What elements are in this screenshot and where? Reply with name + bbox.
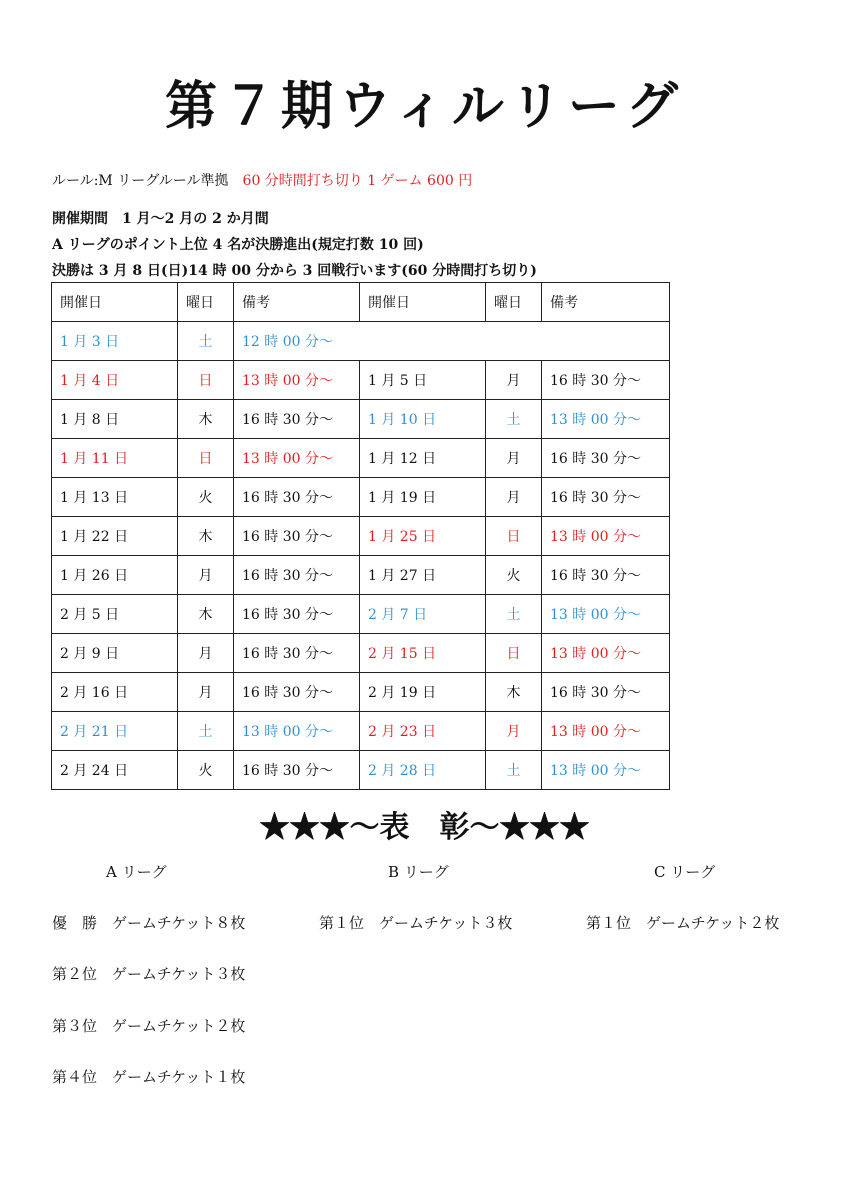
b-league-prize-1: 第１位 ゲームチケット３枚 — [319, 914, 513, 932]
cell-day: 日 — [178, 361, 234, 400]
cell-note: 13 時 00 分〜 — [542, 634, 670, 673]
info-final: 決勝は 3 月 8 日(日)14 時 00 分から 3 回戦行います(60 分時間打ち切り) — [52, 263, 537, 279]
table-row — [52, 400, 670, 439]
a-league-prize-1: 優 勝 ゲームチケット８枚 — [52, 914, 246, 932]
cell-day: 木 — [178, 400, 234, 439]
cell-date: 1 月 25 日 — [360, 517, 486, 556]
table-row — [52, 517, 670, 556]
cell-note: 16 時 30 分〜 — [542, 439, 670, 478]
cell-day: 日 — [486, 517, 542, 556]
cell-date: 1 月 22 日 — [52, 517, 178, 556]
table-row — [52, 478, 670, 517]
cell-note: 13 時 00 分〜 — [234, 712, 360, 751]
cell-day: 土 — [178, 712, 234, 751]
cell-note: 16 時 30 分〜 — [234, 517, 360, 556]
info-period: 開催期間 1 月〜2 月の 2 か月間 — [52, 211, 269, 227]
cell-note: 13 時 00 分〜 — [542, 751, 670, 790]
cell-date: 2 月 21 日 — [52, 712, 178, 751]
awards-heading: ★★★〜表 彰〜★★★ — [259, 810, 590, 845]
table-row — [52, 322, 670, 361]
cell-date: 1 月 13 日 — [52, 478, 178, 517]
cell-date: 1 月 3 日 — [52, 322, 178, 361]
cell-date: 1 月 12 日 — [360, 439, 486, 478]
cell-date: 2 月 28 日 — [360, 751, 486, 790]
cell-date: 1 月 8 日 — [52, 400, 178, 439]
cell-date: 2 月 7 日 — [360, 595, 486, 634]
cell-note: 16 時 30 分〜 — [542, 556, 670, 595]
cell-note: 16 時 30 分〜 — [542, 361, 670, 400]
a-league-prize-2: 第２位 ゲームチケット３枚 — [52, 965, 246, 983]
a-league-prize-3: 第３位 ゲームチケット２枚 — [52, 1017, 246, 1035]
cell-date: 2 月 5 日 — [52, 595, 178, 634]
cell-day: 木 — [178, 595, 234, 634]
cell-note: 13 時 00 分〜 — [234, 439, 360, 478]
table-row — [52, 595, 670, 634]
cell-day: 月 — [178, 556, 234, 595]
cell-day: 月 — [178, 634, 234, 673]
cell-day: 月 — [486, 361, 542, 400]
cell-date: 2 月 15 日 — [360, 634, 486, 673]
cell-day: 月 — [486, 478, 542, 517]
cell-note: 16 時 30 分〜 — [542, 478, 670, 517]
cell-note: 13 時 00 分〜 — [542, 712, 670, 751]
cell-note: 13 時 00 分〜 — [542, 595, 670, 634]
cell-date: 2 月 19 日 — [360, 673, 486, 712]
info-qualify: A リーグのポイント上位 4 名が決勝進出(規定打数 10 回) — [52, 237, 424, 253]
b-league-label: B リーグ — [388, 863, 449, 881]
a-league-prize-4: 第４位 ゲームチケット１枚 — [52, 1068, 246, 1086]
cell-note: 13 時 00 分〜 — [542, 517, 670, 556]
schedule-table — [51, 282, 670, 790]
table-row — [52, 556, 670, 595]
c-league-label: C リーグ — [654, 863, 716, 881]
cell-note: 13 時 00 分〜 — [234, 361, 360, 400]
rules-label: ルール:M リーグルール準拠 — [52, 173, 229, 189]
cell-note: 16 時 30 分〜 — [234, 400, 360, 439]
header-date: 開催日 — [360, 283, 486, 322]
rules-line — [52, 170, 472, 190]
cell-date: 1 月 27 日 — [360, 556, 486, 595]
table-header-row — [52, 283, 670, 322]
cell-date: 1 月 5 日 — [360, 361, 486, 400]
cell-note: 16 時 30 分〜 — [234, 634, 360, 673]
cell-date: 2 月 24 日 — [52, 751, 178, 790]
cell-note: 16 時 30 分〜 — [542, 673, 670, 712]
table-row — [52, 361, 670, 400]
cell-day: 火 — [178, 751, 234, 790]
cell-day: 土 — [486, 400, 542, 439]
header-date: 開催日 — [52, 283, 178, 322]
cell-date: 1 月 26 日 — [52, 556, 178, 595]
cell-date: 1 月 19 日 — [360, 478, 486, 517]
cell-day: 木 — [486, 673, 542, 712]
header-day: 曜日 — [486, 283, 542, 322]
cell-day: 火 — [178, 478, 234, 517]
header-note: 備考 — [234, 283, 360, 322]
cell-note: 16 時 30 分〜 — [234, 751, 360, 790]
table-row — [52, 751, 670, 790]
cell-day: 月 — [178, 673, 234, 712]
header-day: 曜日 — [178, 283, 234, 322]
cell-day: 日 — [178, 439, 234, 478]
page-title: 第７期ウィルリーグ — [165, 76, 684, 137]
cell-date: 2 月 23 日 — [360, 712, 486, 751]
cell-day: 土 — [486, 595, 542, 634]
table-row — [52, 673, 670, 712]
cell-date: 1 月 4 日 — [52, 361, 178, 400]
cell-day: 日 — [486, 634, 542, 673]
cell-note: 16 時 30 分〜 — [234, 478, 360, 517]
cell-day: 月 — [486, 439, 542, 478]
cell-date: 2 月 9 日 — [52, 634, 178, 673]
table-row — [52, 712, 670, 751]
header-note: 備考 — [542, 283, 670, 322]
cell-day: 土 — [178, 322, 234, 361]
a-league-label: A リーグ — [106, 863, 167, 881]
cell-note: 16 時 30 分〜 — [234, 595, 360, 634]
cell-note: 12 時 00 分〜 — [234, 322, 670, 361]
c-league-prize-1: 第１位 ゲームチケット２枚 — [586, 914, 780, 932]
cell-day: 土 — [486, 751, 542, 790]
cell-day: 火 — [486, 556, 542, 595]
cell-note: 13 時 00 分〜 — [542, 400, 670, 439]
table-row — [52, 439, 670, 478]
cell-note: 16 時 30 分〜 — [234, 556, 360, 595]
cell-date: 2 月 16 日 — [52, 673, 178, 712]
cell-day: 木 — [178, 517, 234, 556]
cell-date: 1 月 10 日 — [360, 400, 486, 439]
table-row — [52, 634, 670, 673]
cell-date: 1 月 11 日 — [52, 439, 178, 478]
table-body — [52, 361, 670, 790]
rules-highlight: 60 分時間打ち切り 1 ゲーム 600 円 — [242, 173, 473, 189]
cell-note: 16 時 30 分〜 — [234, 673, 360, 712]
cell-day: 月 — [486, 712, 542, 751]
